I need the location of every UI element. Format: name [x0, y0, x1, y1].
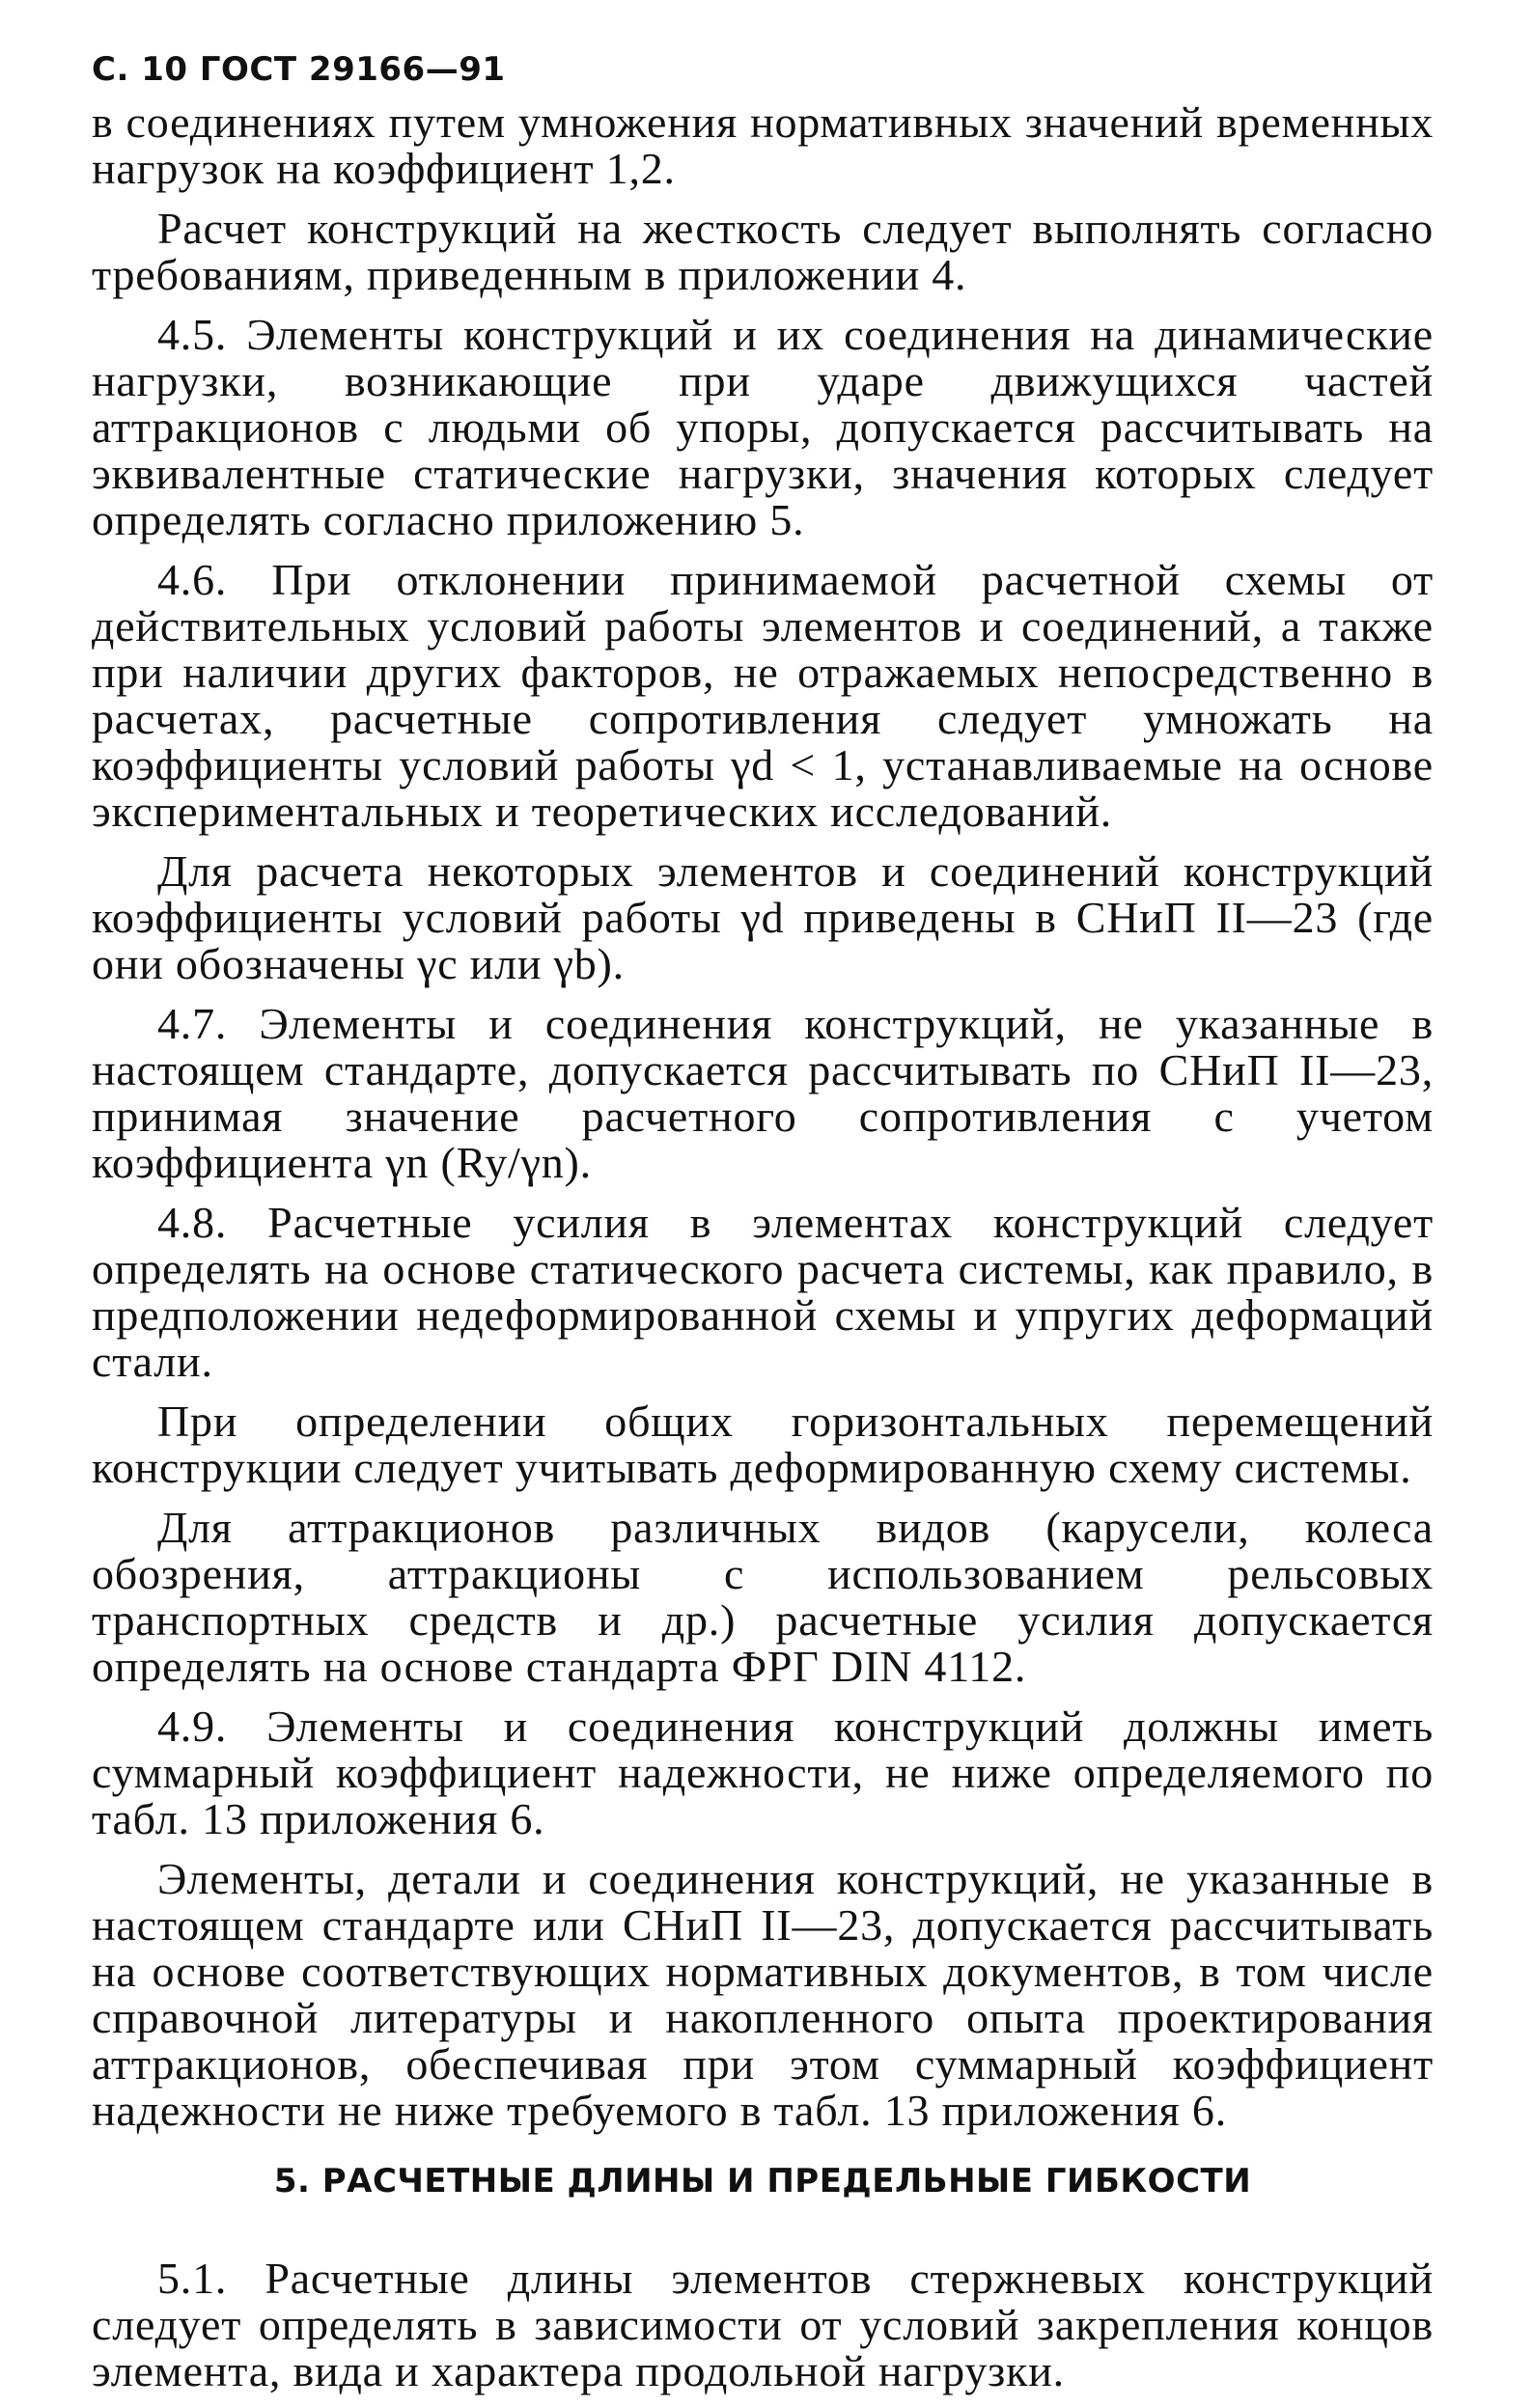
paragraph-4-6-b: Для расчета некоторых элементов и соединений конструкций коэффициенты условий работы γd приведены в СНиП II—23 (где они обозначены γc или γb).: [92, 846, 1434, 988]
section-title: 5. РАСЧЕТНЫЕ ДЛИНЫ И ПРЕДЕЛЬНЫЕ ГИБКОСТИ: [273, 2162, 1252, 2200]
paragraph-4-6: 4.6. При отклонении принимаемой расчетной схемы от действительных условий работы элементов и соединений, а также при наличии других факторов, не отражаемых непосредственно в расчетах, расчетные сопротивления следует умножать на коэффициенты условий работы γd < 1, устанавливаемые на основе экспериментальных и теоретических исследований.: [92, 555, 1434, 836]
paragraph-continuation: в соединениях путем умножения нормативных значений временных нагрузок на коэффициент 1,2.: [92, 97, 1434, 193]
document-page: [92, 50, 1434, 2408]
paragraph-4-8: 4.8. Расчетные усилия в элементах конструкций следует определять на основе статического расчета системы, как правило, в предположении недеформированной схемы и упругих деформаций стали.: [92, 1198, 1434, 1386]
paragraph-5-1: 5.1. Расчетные длины элементов стержневых конструкций следует определять в зависимости от условий закрепления концов элемента, вида и характера продольной нагрузки.: [92, 2254, 1434, 2395]
section-5-body: [92, 2256, 1434, 2394]
paragraph-4-9-b: Элементы, детали и соединения конструкций, не указанные в настоящем стандарте или СНиП II—23, допускается рассчитывать на основе соответствующих нормативных документов, в том числе справочной литературы и накопленного опыта проектирования аттракционов, обеспечивая при этом суммарный коэффициент надежности не ниже требуемого в табл. 13 приложения 6.: [92, 1854, 1434, 2135]
paragraph-4-5: 4.5. Элементы конструкций и их соединения на динамические нагрузки, возникающие при ударе движущихся частей аттракционов с людьми об упоры, допускается рассчитывать на эквивалентные статические нагрузки, значения которых следует определять согласно приложению 5.: [92, 310, 1434, 544]
paragraph-stiffness: Расчет конструкций на жесткость следует выполнять согласно требованиям, приведенным в приложении 4.: [92, 204, 1434, 299]
paragraph-4-9: 4.9. Элементы и соединения конструкций должны иметь суммарный коэффициент надежности, не ниже определяемого по табл. 13 приложения 6.: [92, 1702, 1434, 1843]
paragraph-4-8-b: При определении общих горизонтальных перемещений конструкции следует учитывать деформированную схему системы.: [92, 1397, 1434, 1492]
paragraph-4-8-c: Для аттракционов различных видов (карусели, колеса обозрения, аттракционы с использованием рельсовых транспортных средств и др.) расчетные усилия допускается определять на основе стандарта ФРГ DIN 4112.: [92, 1503, 1434, 1691]
paragraph-4-7: 4.7. Элементы и соединения конструкций, не указанные в настоящем стандарте, допускается рассчитывать по СНиП II—23, принимая значение расчетного сопротивления с учетом коэффициента γn (Ry/γn).: [92, 999, 1434, 1187]
page-header: С. 10 ГОСТ 29166—91: [92, 50, 506, 89]
body-text: [92, 99, 1434, 2134]
